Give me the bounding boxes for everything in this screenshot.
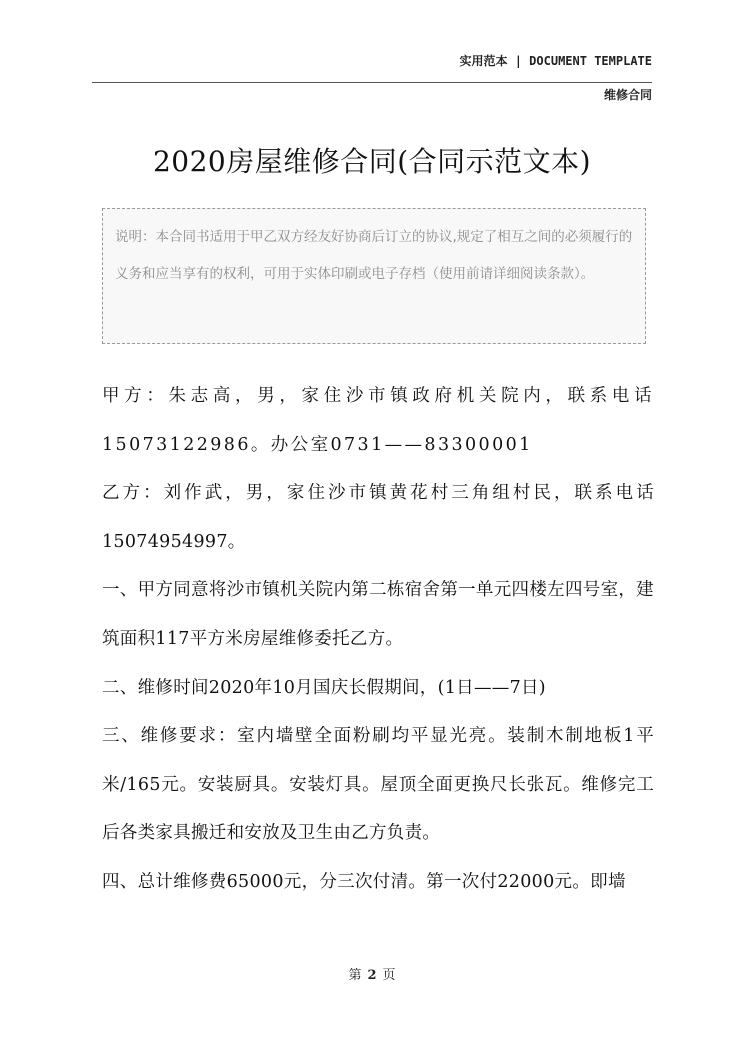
- contract-body: [102, 372, 654, 907]
- party-b-paragraph: 乙方：刘作武，男，家住沙市镇黄花村三角组村民，联系电话15074954997。: [102, 483, 654, 552]
- page-footer: [0, 964, 744, 983]
- clause-2-paragraph: 二、维修时间2020年10月国庆长假期间，(1日——7日): [102, 677, 546, 698]
- clause-3-paragraph: 三、维修要求：室内墙壁全面粉刷均平显光亮。装制木制地板1平米/165元。安装厨具。安装灯具。屋顶全面更换尺长张瓦。维修完工后各类家具搬迁和安放及卫生由乙方负责。: [102, 726, 654, 844]
- usage-note-box: [102, 208, 646, 344]
- page-number: 2: [367, 968, 377, 983]
- contract-category-label: 维修合同: [603, 88, 652, 102]
- document-template-label: 实用范本 | DOCUMENT TEMPLATE: [459, 54, 652, 68]
- page-prefix: 第: [348, 968, 362, 983]
- document-title: 2020房屋维修合同(合同示范文本): [152, 145, 592, 178]
- party-a-paragraph: 甲方：朱志高，男，家住沙市镇政府机关院内，联系电话15073122986。办公室0731——83300001: [102, 386, 654, 455]
- clause-1-paragraph: 一、甲方同意将沙市镇机关院内第二栋宿舍第一单元四楼左四号室，建筑面积117平方米房屋维修委托乙方。: [102, 580, 654, 649]
- clause-4-paragraph: 四、总计维修费65000元，分三次付清。第一次付22000元。即墙: [102, 871, 626, 892]
- page-suffix: 页: [382, 968, 396, 983]
- usage-note-text: 说明：本合同书适用于甲乙双方经友好协商后订立的协议,规定了相互之间的必须履行的义务和应当享有的权利，可用于实体印刷或电子存档（使用前请详细阅读条款）。: [115, 229, 633, 282]
- header-divider: [92, 82, 652, 83]
